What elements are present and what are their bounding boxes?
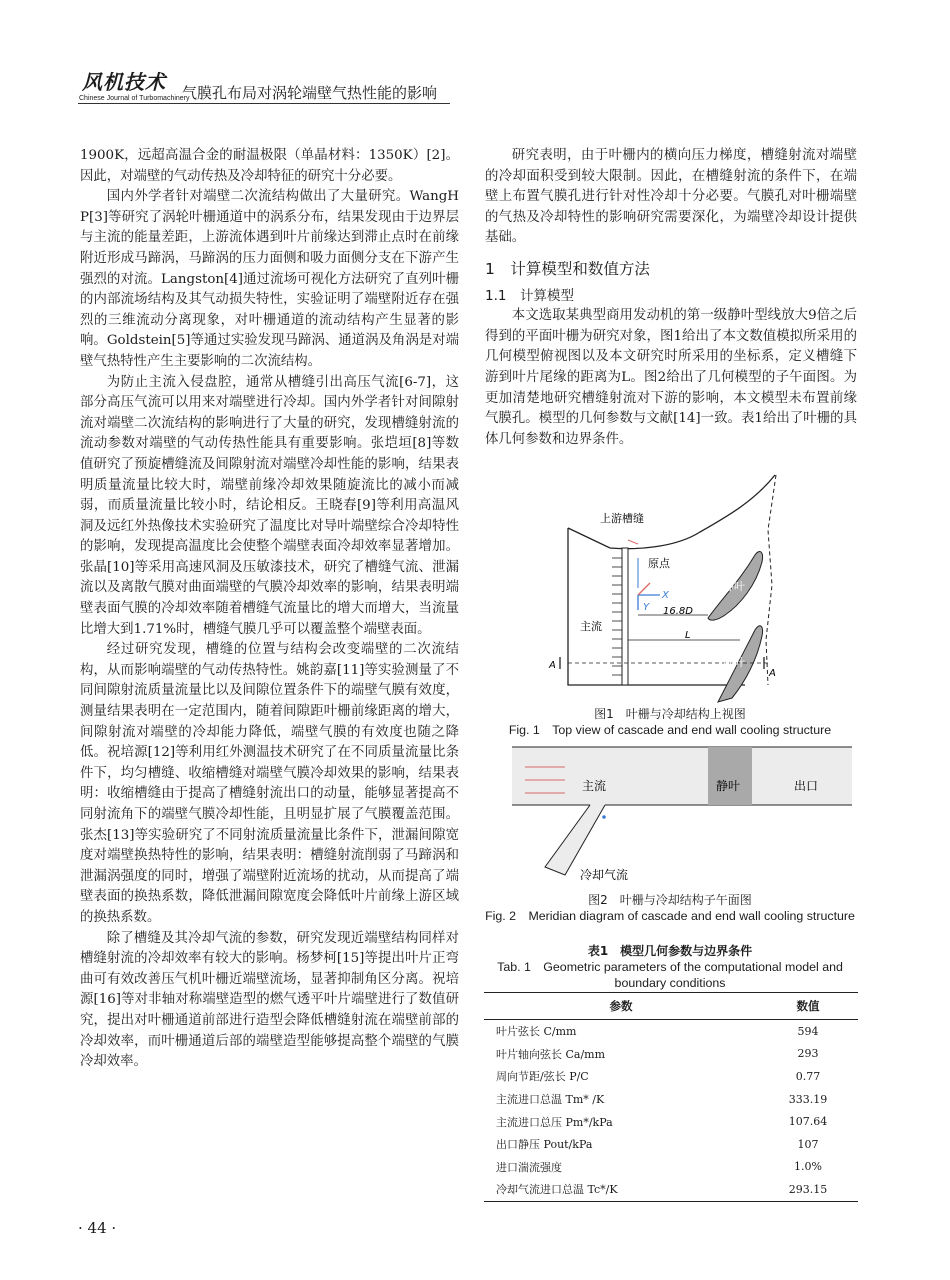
slot-strip xyxy=(622,548,628,685)
table-cell: 叶片弦长 C/mm xyxy=(496,1025,577,1039)
page-number: · 44 · xyxy=(78,1219,117,1237)
paragraph: 研究表明，由于叶栅内的横向压力梯度，槽缝射流对端壁的冷却面积受到较大限制。因此，在槽缝射流的条件下，在端壁上布置气膜孔进行针对性冷却十分必要。气膜孔对叶栅端壁的气热及冷却特性的影响研究需要深化，为端壁冷却设计提供基础。 xyxy=(485,148,857,246)
table-row xyxy=(484,1043,858,1066)
figure-2-caption-cn: 图2 叶栅与冷却结构子午面图 xyxy=(588,893,752,907)
table-cell: 周向节距/弦长 P/C xyxy=(496,1070,589,1084)
header-rule xyxy=(78,103,450,104)
label-length: L xyxy=(685,630,691,641)
label-section-left: A xyxy=(549,660,556,671)
left-column xyxy=(80,146,459,1073)
table-row xyxy=(484,1065,858,1088)
table-row xyxy=(484,1178,858,1201)
table-cell: 0.77 xyxy=(795,1069,821,1083)
paragraph: 为防止主流入侵盘腔，通常从槽缝引出高压气流[6-7]，这部分高压气流可以用来对端壁进行冷却。国内外学者针对间隙射流对端壁二次流结构的影响进行了大量的研究，发现槽缝射流的流动参数对端壁的气动传热性能具有重要影响。张垲垣[8]等数值研究了预旋槽缝流及间隙射流对端壁冷却性能的影响，结果表明质量流量比较大时，端壁前缘冷却效果随旋流比的减小而减弱，而质量流量比较小时，结论相反。王晓春[9]等利用高温风洞及远红外热像技术实验研究了温度比对导叶端壁综合冷却特性的影响，发现提高温度比会使整个端壁表面冷却效率显著增加。张晶[10]等采用高速风洞及压敏漆技术，研究了槽缝气流、泄漏流以及离散气膜对曲面端壁的气膜冷却效率的影响，结果表明端壁表面气膜的冷却效率随着槽缝气流量比的增大而增大，当流量比增大到1.71%时，槽缝气膜几乎可以覆盖整个端壁表面。 xyxy=(80,374,459,637)
paragraph: 国内外学者针对端壁二次流结构做出了大量研究。WangH P[3]等研究了涡轮叶栅通道中的涡系分布，结果发现由于边界层与主流的能量差距，上游流体遇到叶片前缘达到滞止点时在前缘附近形成马蹄涡，马蹄涡的压力面侧和吸力面侧分支在下游产生强烈的对流。Langston[4]通过流场可视化方法研究了直列叶栅的内部流场结构及其气动损失特性，实验证明了端壁附近存在强烈的三维流动分离现象，对叶栅通道的流动结构产生显著的影响。Goldstein[5]等通过实验发现马蹄涡、通道涡及角涡是对端壁气热特性产生主要影响的二次流结构。 xyxy=(80,189,459,369)
table-cell: 107 xyxy=(797,1137,819,1151)
figure-2-caption-en: Fig. 2 Meridian diagram of cascade and end wall cooling structure xyxy=(485,909,855,923)
paragraph: 除了槽缝及其冷却气流的参数，研究发现近端壁结构同样对槽缝射流的冷却效率有较大的影响。杨梦柯[15]等提出叶片正弯曲可有效改善压气机叶栅近端壁流场，显著抑制角区分离。祝培源[16]等对非轴对称端壁造型的燃气透平叶片端壁进行了数值研究，提出对叶栅通道前部进行造型会降低槽缝射流在端壁前部的冷却效率，而叶栅通道后部的端壁造型能够提高整个端壁的气膜冷却效率。 xyxy=(80,930,459,1070)
label-mainstream: 主流 xyxy=(580,620,602,633)
table-1-caption-en: Tab. 1 Geometric parameters of the computational model and boundary conditions xyxy=(497,960,843,990)
label-upstream-slot: 上游槽缝 xyxy=(600,512,644,525)
table-cell: 叶片轴向弦长 Ca/mm xyxy=(496,1047,606,1061)
column-header-parameter: 参数 xyxy=(484,993,758,1020)
table-row xyxy=(484,1110,858,1133)
right-column xyxy=(485,146,857,450)
origin-arrow xyxy=(638,583,650,595)
label-outlet: 出口 xyxy=(794,779,819,793)
table-row xyxy=(484,1156,858,1179)
label-section-right: A xyxy=(769,668,776,679)
table-1 xyxy=(484,992,858,1202)
label-x: X xyxy=(662,590,669,601)
label-distance: 16.8D xyxy=(663,606,693,617)
label-coolant: 冷却气流 xyxy=(580,868,629,882)
table-cell: 主流进口总压 Pm*/kPa xyxy=(496,1115,613,1129)
paragraph: 1900K，远超高温合金的耐温极限（单晶材料：1350K）[2]。因此，对端壁的气动传热及冷却特征的研究十分必要。 xyxy=(80,148,459,184)
figure-1-caption-en: Fig. 1 Top view of cascade and end wall cooling structure xyxy=(508,723,832,737)
table-header-row xyxy=(484,993,858,1020)
table-cell: 293.15 xyxy=(758,1178,858,1201)
table-cell: 进口湍流强度 xyxy=(496,1160,562,1174)
figure-1-diagram xyxy=(540,470,800,705)
table-cell: 主流进口总温 Tm* /K xyxy=(496,1093,605,1107)
table-row xyxy=(484,1133,858,1156)
label-origin: 原点 xyxy=(648,557,670,570)
periodic-boundary xyxy=(766,475,776,685)
table-1-caption-cn: 表1 模型几何参数与边界条件 xyxy=(587,944,753,958)
table-cell: 293 xyxy=(797,1047,819,1061)
table-row xyxy=(484,1020,858,1043)
label-mainstream: 主流 xyxy=(582,779,607,793)
label-vane: 静叶 xyxy=(716,779,741,793)
vane-block xyxy=(708,747,752,805)
table-row xyxy=(484,1088,858,1111)
running-title: 气膜孔布局对涡轮端壁气热性能的影响 xyxy=(182,84,438,102)
journal-logo: 风机技术 xyxy=(82,70,166,94)
label-vane-upper: 静叶 xyxy=(723,580,745,593)
column-header-value: 数值 xyxy=(758,993,858,1020)
label-y: Y xyxy=(643,602,650,613)
slot-pointer xyxy=(628,540,638,544)
section-heading: 1 计算模型和数值方法 xyxy=(485,259,650,278)
slot-jet-arrows xyxy=(612,558,622,675)
table-cell: 333.19 xyxy=(788,1092,828,1106)
table-cell: 1.0% xyxy=(794,1160,822,1174)
table-cell: 冷却气流进口总温 Tc*/K xyxy=(484,1178,758,1201)
table-cell: 出口静压 Pout/kPa xyxy=(496,1138,593,1152)
paragraph: 本文选取某典型商用发动机的第一级静叶型线放大9倍之后得到的平面叶栅为研究对象，图1给出了本文数值模拟所采用的几何模型俯视图以及本文研究时所采用的坐标系，定义槽缝下游到叶片尾缘的距离为L。图2给出了几何模型的子午面图。为更加清楚地研究槽缝射流对下游的影响，本文模型未布置前缘气膜孔。模型的几何参数与文献[14]一致。表1给出了叶栅的具体几何参数和边界条件。 xyxy=(485,308,857,447)
paragraph: 经过研究发现，槽缝的位置与结构会改变端壁的二次流结构，从而影响端壁的气动传热特性。姚韵嘉[11]等实验测量了不同间隙射流质量流量比以及间隙位置条件下的端壁气膜有效度，测量结果表明在一定范围内，随着间隙距叶栅前缘距离的增大，间隙射流对端壁的冷却能力降低，端壁气膜的有效度也随之降低。祝培源[12]等利用红外测温技术研究了在不同质量流量比条件下，均匀槽缝、收缩槽缝对端壁气膜冷却效果的影响，结果表明：收缩槽缝由于提高了槽缝射流出口的动量，能够显著提高不同射流角下的端壁气膜冷却性能，且明显扩展了气膜覆盖范围。张杰[13]等实验研究了不同射流质量流量比条件下，泄漏间隙宽度对端壁换热特性的影响，结果表明：槽缝射流削弱了马蹄涡和泄漏涡强度的同时，增强了端壁附近流场的扰动，从而提高了端壁表面的换热系数，降低泄漏间隙宽度会降低叶片前缘上游区域的换热系数。 xyxy=(80,642,459,925)
label-vane-lower: 静叶 xyxy=(723,656,745,669)
table-cell: 594 xyxy=(797,1024,819,1038)
figure-1-caption-cn: 图1 叶栅与冷却结构上视图 xyxy=(594,707,746,721)
subsection-heading: 1.1 计算模型 xyxy=(485,287,574,304)
journal-english-name: Chinese Journal of Turbomachinery xyxy=(79,95,190,102)
coolant-marker xyxy=(602,815,606,819)
table-cell: 107.64 xyxy=(788,1115,828,1129)
channel-fill xyxy=(512,747,852,805)
figure-2-diagram xyxy=(510,745,860,885)
